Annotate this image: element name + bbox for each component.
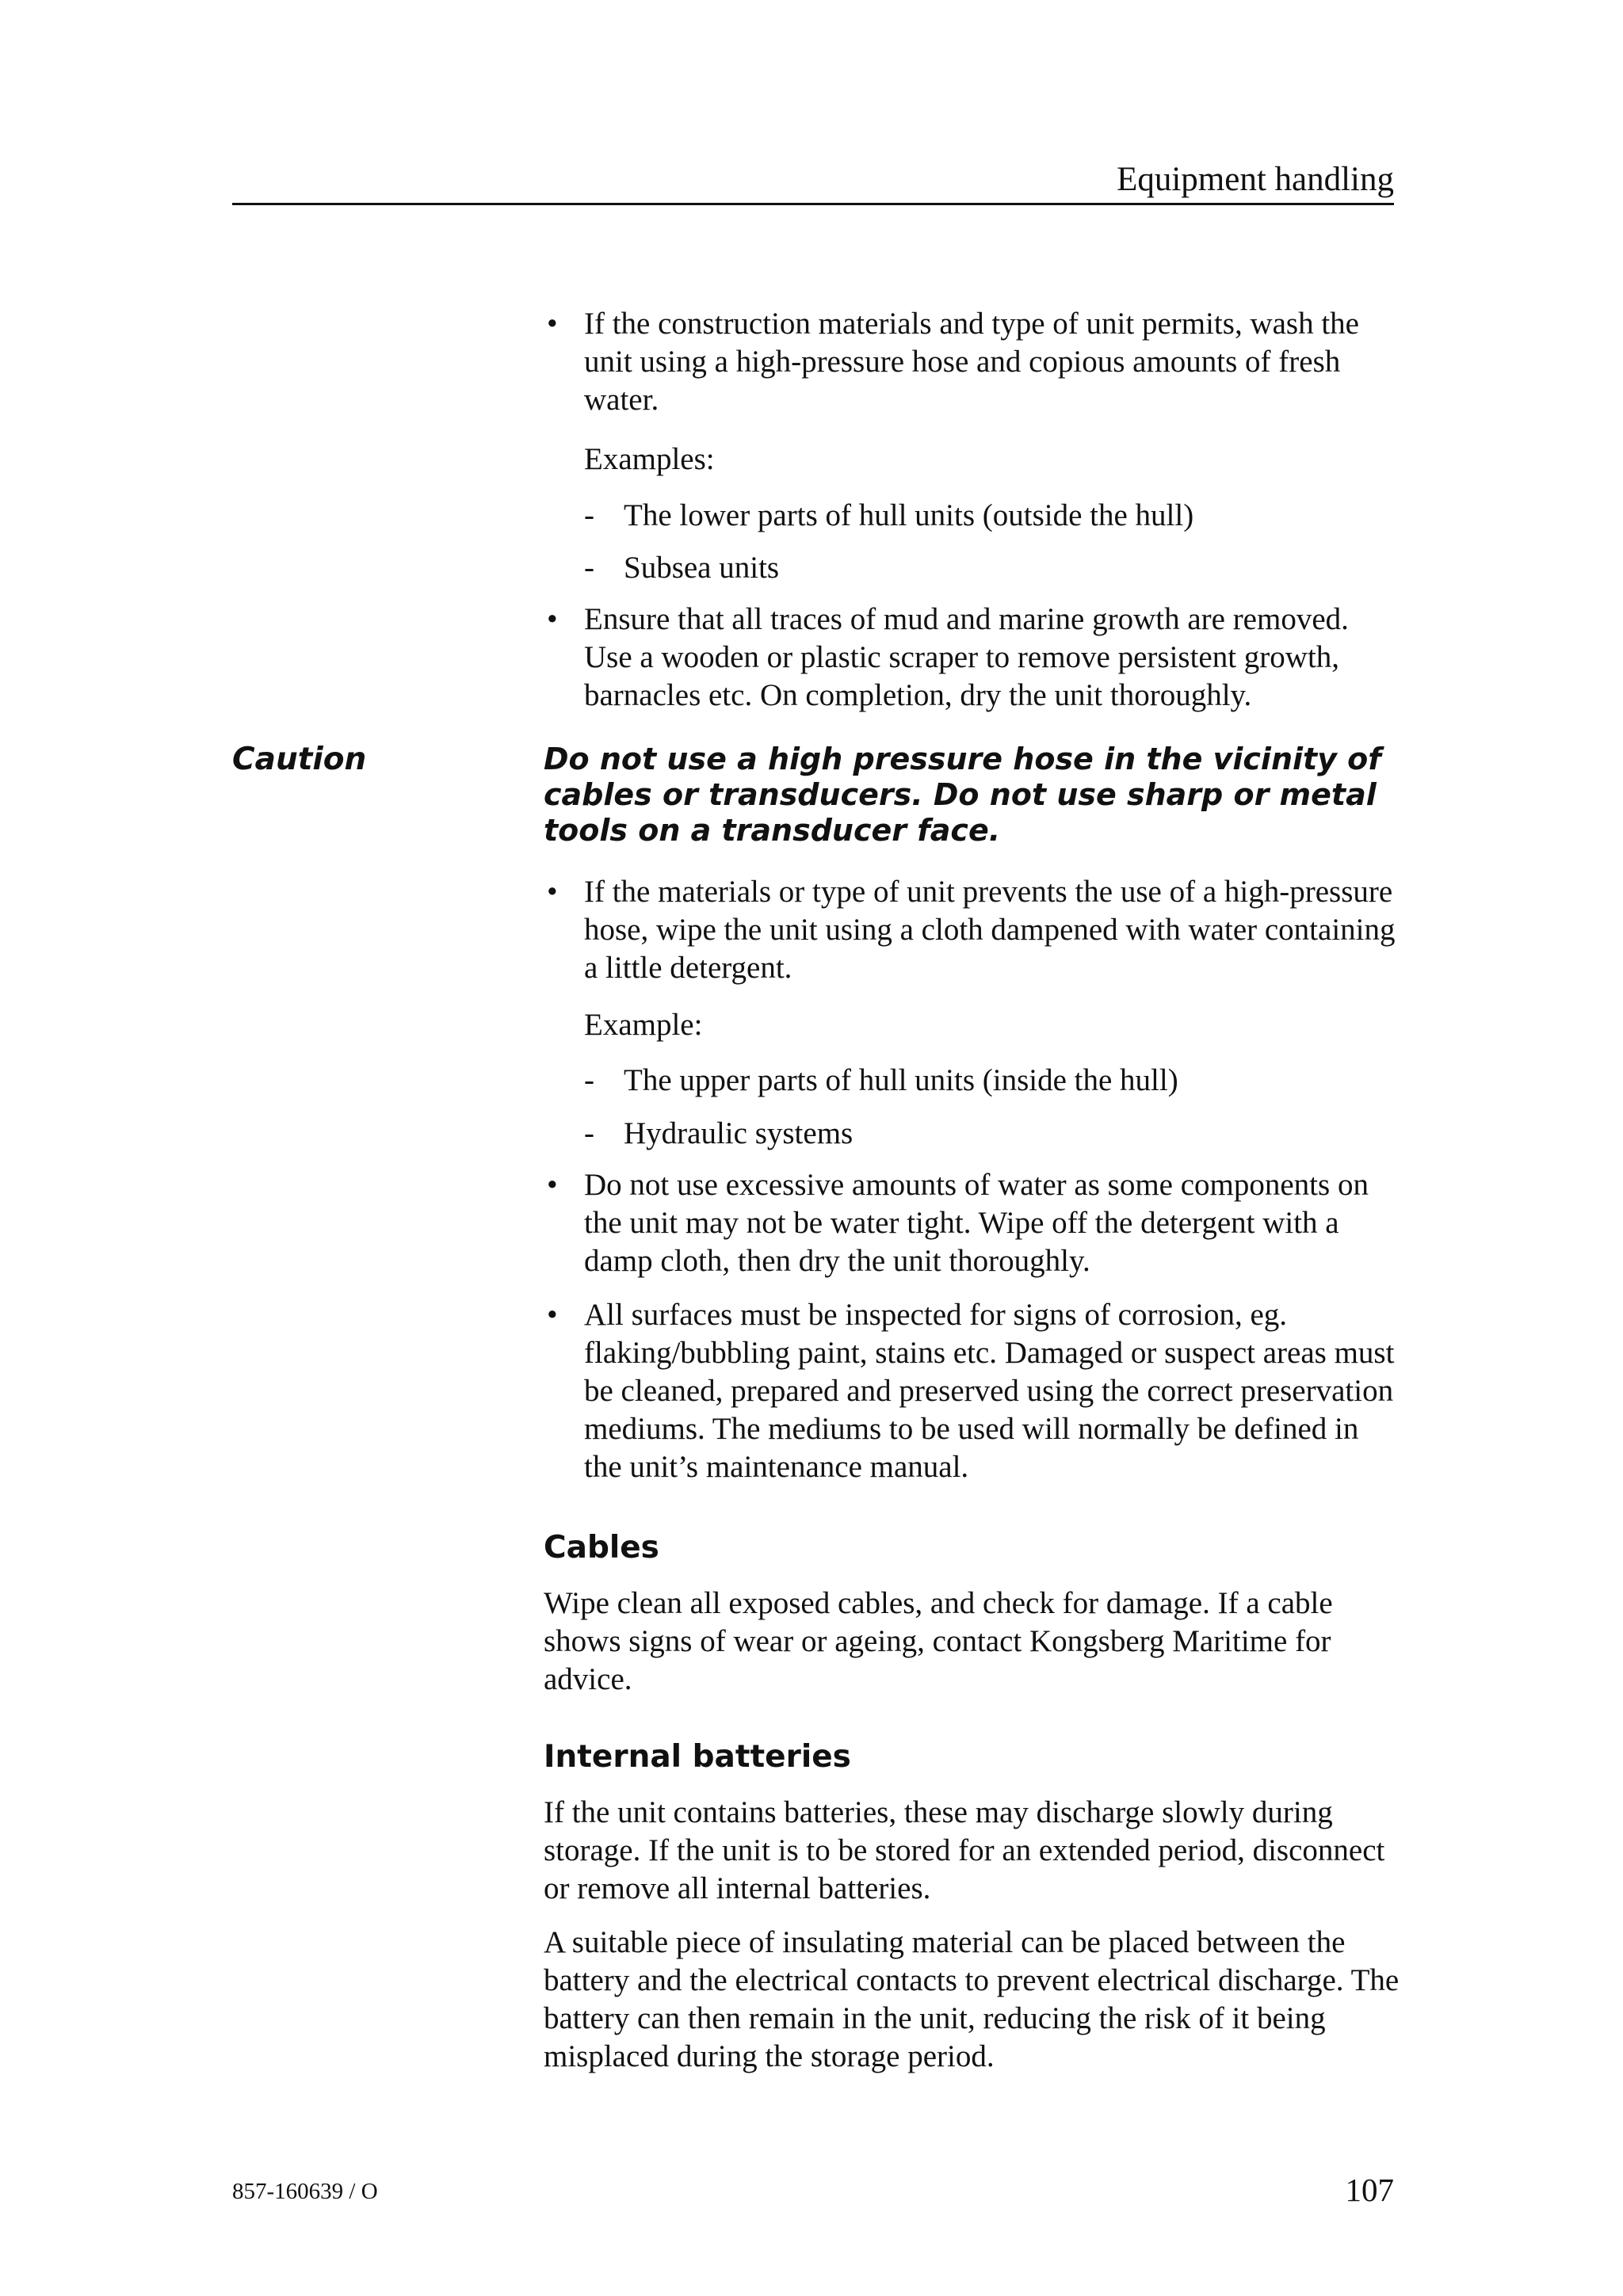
cables-paragraph: Wipe clean all exposed cables, and check for damage. If a cable shows signs of wear or ageing, contact Kongsberg Maritime for advice.	[544, 1586, 1333, 1696]
dash-marker: -	[584, 1063, 594, 1097]
example-item-hydraulic	[584, 1115, 853, 1153]
list-item	[544, 1166, 1400, 1280]
batteries-paragraph-2: A suitable piece of insulating material can be placed between the battery and the electrical contacts to prevent electrical discharge. The battery can then remain in the unit, reducing the risk of it being misplaced during the storage period.	[544, 1925, 1400, 2073]
bullet-wash-text: If the construction materials and type of unit permits, wash the unit using a high-pressure hose and copious amounts of fresh water.	[584, 307, 1359, 417]
bullet-marker: •	[547, 1298, 558, 1332]
bullet-marker: •	[547, 602, 558, 636]
example-item-subsea	[584, 549, 779, 587]
example-item-upper-hull	[584, 1062, 1178, 1100]
bullet-wipe-text: If the materials or type of unit prevents the use of a high-pressure hose, wipe the unit using a cloth dampened with water containing a little detergent.	[584, 875, 1396, 985]
example-label: Example:	[584, 1008, 703, 1042]
cables-heading: Cables	[544, 1530, 659, 1566]
page-number: 107	[1345, 2172, 1394, 2208]
bullet-water-text: Do not use excessive amounts of water as some components on the unit may not be water tight. Wipe off the detergent with a damp cloth, then dry the unit thoroughly.	[584, 1168, 1369, 1278]
bullet-marker: •	[547, 1168, 558, 1202]
example-item-text: Hydraulic systems	[624, 1116, 854, 1150]
dash-marker: -	[584, 1116, 594, 1150]
bullet-remove	[544, 601, 1400, 715]
example-item-text: The upper parts of hull units (inside the hull)	[624, 1063, 1178, 1097]
caution-label: Caution	[232, 742, 367, 777]
bullet-surfaces-text: All surfaces must be inspected for signs of corrosion, eg. flaking/bubbling paint, stains etc. Damaged or suspect areas must be cleaned, prepared and preserved using the correct preservation mediums. The mediums to be used will normally be defined in the unit’s maintenance manual.	[584, 1298, 1395, 1484]
list-item	[544, 601, 1400, 715]
example-item-text: The lower parts of hull units (outside the hull)	[624, 498, 1194, 532]
batteries-heading: Internal batteries	[544, 1739, 851, 1775]
document-number: 857-160639 / O	[232, 2179, 378, 2204]
batteries-paragraph-1: If the unit contains batteries, these may discharge slowly during storage. If the unit is to be stored for an extended period, disconnect or remove all internal batteries.	[544, 1795, 1385, 1905]
bullet-marker: •	[547, 307, 558, 341]
bullet-surfaces	[544, 1296, 1400, 1486]
examples-label: Examples:	[584, 442, 715, 476]
list-item	[544, 1296, 1400, 1486]
page-header	[232, 155, 1394, 205]
bullet-wipe	[544, 873, 1400, 987]
running-title: Equipment handling	[1117, 161, 1394, 198]
list-item	[544, 873, 1400, 987]
bullet-water	[544, 1166, 1400, 1280]
caution-text: Do not use a high pressure hose in the vicinity of cables or transducers. Do not use sharp or metal tools on a transducer face.	[544, 742, 1381, 848]
dash-marker: -	[584, 551, 594, 585]
bullet-remove-text: Ensure that all traces of mud and marine growth are removed. Use a wooden or plastic scraper to remove persistent growth, barnacles etc. On completion, dry the unit thoroughly.	[584, 602, 1349, 712]
list-item	[544, 305, 1400, 419]
example-item-text: Subsea units	[624, 551, 780, 585]
example-item-lower-hull	[584, 497, 1193, 535]
bullet-marker: •	[547, 875, 558, 909]
dash-marker: -	[584, 498, 594, 532]
bullet-wash	[544, 305, 1400, 419]
